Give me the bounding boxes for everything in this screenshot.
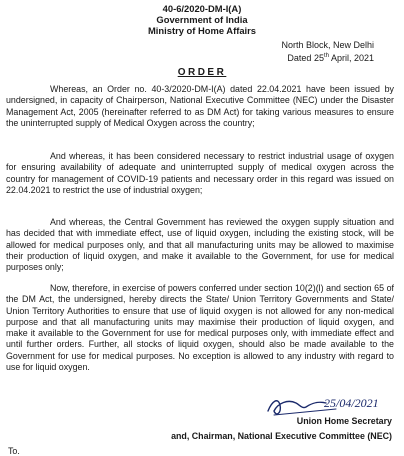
paragraph-2: And whereas, it has been considered necessary to restrict industrial usage of oxygen for ensuring availability of adequate and uninterrupted supply of medical oxygen across the country for management of COVID-19 patients and necessary order in this regard was issued on 22.04.2021 to restrict the use of industrial oxygen; — [6, 151, 394, 195]
handwritten-date: 25/04/2021 — [324, 396, 379, 410]
order-date — [287, 51, 374, 64]
office-address: North Block, New Delhi — [281, 40, 374, 50]
signatory-designation-2: and, Chairman, National Executive Committee (NEC) — [171, 431, 392, 441]
date-suffix: April, 2021 — [328, 53, 374, 63]
paragraph-1: Whereas, an Order no. 40-3/2020-DM-I(A) dated 22.04.2021 have been issued by undersigned, in capacity of Chairperson, National Executive Committee (NEC) under the Disaster Management Act, 2005 (hereinafter referred to as DM Act) for taking various measures to ensure the uninterrupted supply of Medical Oxygen across the country; — [6, 84, 394, 128]
date-prefix: Dated 25 — [287, 53, 324, 63]
date-superscript: th — [323, 53, 329, 59]
addressee-label: To. — [8, 446, 20, 456]
file-number: 40-6/2020-DM-I(A) — [162, 3, 242, 14]
paragraph-4: Now, therefore, in exercise of powers conferred under section 10(2)(l) and section 65 of the DM Act, the undersigned, hereby directs the State/ Union Territory Governments and State/ Union Territory Authorities to ensure that use of liquid oxygen is not allowed for any non-medical purpose and that all manufacturing units may maximise their production of liquid oxygen, and make it available to the Government for use for medical purposes only, with immediate effect and until further orders. Further, all stocks of liquid oxygen, should also be made available to the Government for use for medical purposes. No exception is allowed to any industry with regard to use for liquid oxygen. — [6, 283, 394, 373]
signatory-designation: Union Home Secretary — [296, 416, 392, 426]
government-name: Government of India — [156, 14, 248, 25]
ministry-name: Ministry of Home Affairs — [148, 25, 256, 36]
paragraph-3: And whereas, the Central Government has reviewed the oxygen supply situation and has decided that with immediate effect, use of liquid oxygen, including the existing stock, will be allowed for medical purposes only, and that all manufacturing units may be allowed to maximise their production of liquid oxygen, and make it available to the Government, for use for medical purposes only; — [6, 217, 394, 273]
order-title: ORDER — [177, 67, 227, 78]
